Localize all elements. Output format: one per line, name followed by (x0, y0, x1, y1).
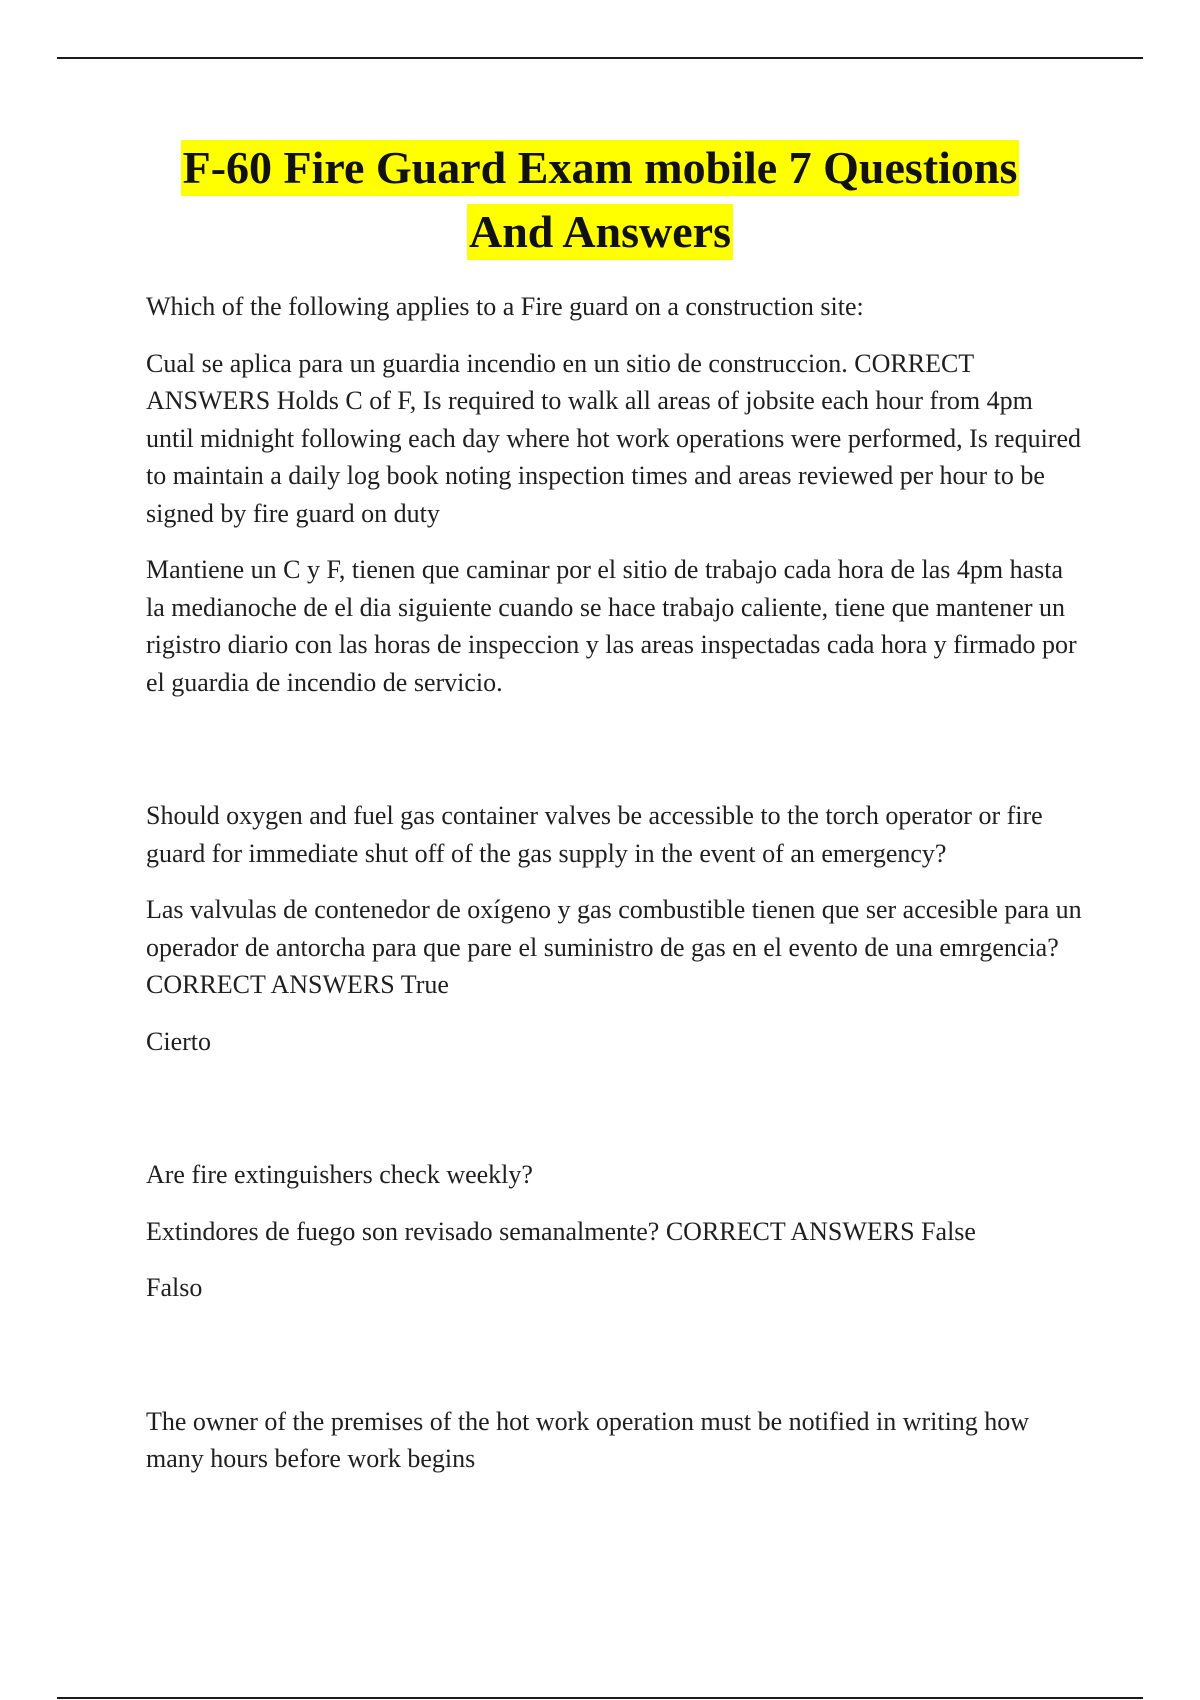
question-block-4 (146, 1403, 1086, 1478)
title-line-2: And Answers (467, 204, 733, 260)
page-title (0, 140, 1200, 268)
title-line-1: F-60 Fire Guard Exam mobile 7 Questions (181, 140, 1020, 196)
question-block-1 (146, 288, 1086, 701)
question-text: Are fire extinguishers check weekly? (146, 1160, 533, 1189)
translation-text: Mantiene un C y F, tienen que caminar por el sitio de trabajo cada hora de las 4pm hasta la medianoche de el dia siguiente cuando se hace trabajo caliente, tiene que mantener un rigistro diario con las horas de inspeccion y las areas inspectadas cada hora y firmado por el guardia de incendio de servicio. (146, 555, 1077, 697)
answer-text: Las valvulas de contenedor de oxígeno y gas combustible tienen que ser accesible para un operador de antorcha para que pare el suministro de gas en el evento de una emrgencia? CORRECT ANSWERS True (146, 895, 1082, 999)
top-rule (57, 57, 1143, 59)
question-text: Which of the following applies to a Fire guard on a construction site: (146, 292, 864, 321)
question-text: The owner of the premises of the hot work operation must be notified in writing how many hours before work begins (146, 1406, 1030, 1473)
bottom-rule (57, 1697, 1143, 1699)
document-body (146, 288, 1086, 1478)
question-block-3 (146, 1156, 1086, 1307)
translation-text: Cierto (146, 1026, 211, 1056)
answer-text: Extindores de fuego son revisado semanalmente? CORRECT ANSWERS False (146, 1216, 976, 1246)
question-block-2 (146, 797, 1086, 1060)
question-text: Should oxygen and fuel gas container valves be accessible to the torch operator or fire guard for immediate shut off of the gas supply in the event of an emergency? (146, 801, 1043, 868)
translation-text: Falso (146, 1273, 203, 1302)
answer-text: Cual se aplica para un guardia incendio en un sitio de construccion. CORRECT ANSWERS Holds C of F, Is required to walk all areas of jobsite each hour from 4pm until midnight following each day where hot work operations were performed, Is required to maintain a daily log book noting inspection times and areas reviewed per hour to be signed by fire guard on duty (146, 348, 1081, 528)
